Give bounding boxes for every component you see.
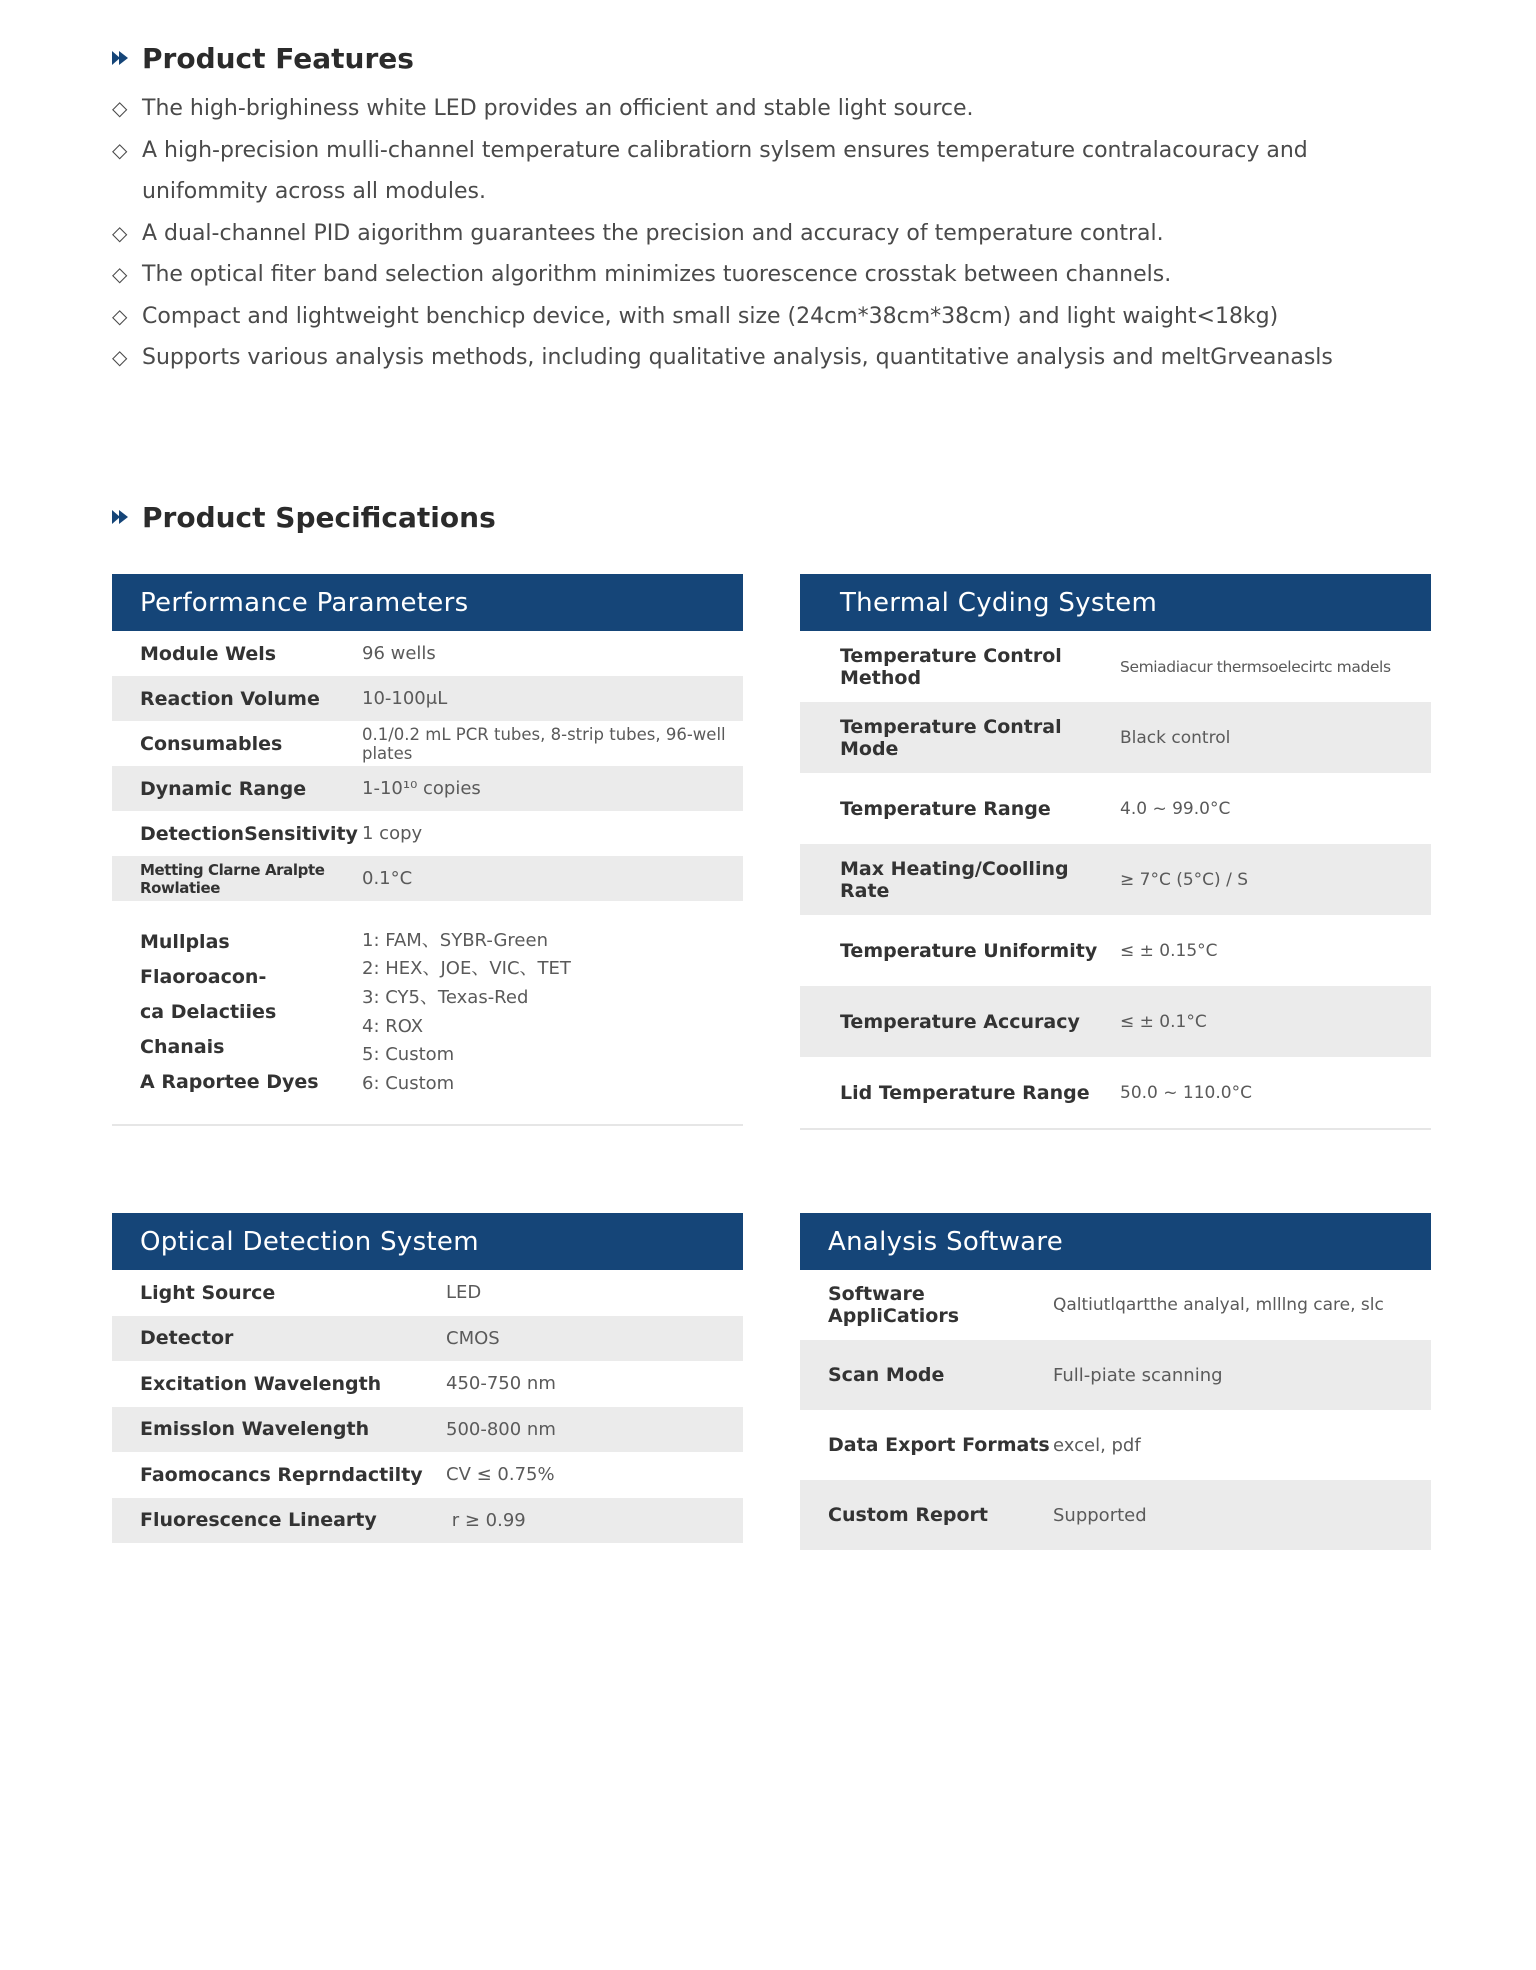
- table-row: Metting Clarne Aralpte Rowlatiee 0.1°C: [112, 856, 743, 901]
- feature-item: ◇ The optical fiter band selection algorithm minimizes tuorescence crosstak between channels.: [112, 254, 1412, 296]
- features-list: [112, 88, 1412, 379]
- software-table: [800, 1270, 1431, 1550]
- thermal-header: Thermal Cyding System: [800, 574, 1431, 631]
- software-header: Analysis Software: [800, 1213, 1431, 1270]
- diamond-icon: ◇: [112, 303, 128, 328]
- table-row: Emisslon Wavelength 500-800 nm: [112, 1407, 743, 1453]
- specs-title: Product Specifications: [142, 500, 496, 534]
- features-heading: [112, 40, 414, 76]
- feature-item: ◇ A high-precision mulli-channel temperature calibratiorn sylsem ensures temperature contralacouracy and unifommity across all modules.: [112, 130, 1412, 213]
- table-row: Temperature Accuracy ≤ ± 0.1°C: [800, 986, 1431, 1057]
- table-row: Faomocancs Reprndactilty CV ≤ 0.75%: [140, 1463, 555, 1486]
- features-title: Product Features: [142, 41, 414, 75]
- double-arrow-icon: [112, 51, 130, 65]
- performance-table: [112, 631, 743, 1124]
- diamond-icon: ◇: [112, 96, 128, 120]
- thermal-table: [800, 631, 1431, 1128]
- optical-header: Optical Detection System: [112, 1213, 743, 1270]
- performance-header: Performance Parameters: [112, 574, 743, 631]
- table-row: Consumables 0.1/0.2 mL PCR tubes, 8-strip tubes, 96-well plates: [140, 724, 726, 763]
- table-row: Reaction Volume 10-100μL: [112, 676, 743, 721]
- table-row: Excitation Wavelength 450-750 nm: [140, 1372, 556, 1395]
- diamond-icon: ◇: [112, 220, 128, 245]
- table-row: Detector CMOS: [112, 1316, 743, 1362]
- table-row: Custom Report Supported: [800, 1480, 1431, 1550]
- table-row: Software AppliCatiors Qaltiutlqartthe analyal, mlllng care, slc: [828, 1283, 1384, 1327]
- feature-item: ◇ The high-brighiness white LED provides an officient and stable light source.: [112, 88, 1412, 130]
- specs-heading: [112, 499, 496, 535]
- software-panel: [800, 1213, 1431, 1550]
- table-row: Mullplas Flaoroacon- ca Delactiies Chanais A Raportee Dyes 1: FAM、SYBR-Green 2: HEX、JOE、VIC、TET 3: CY5、Texas-Red 4: ROX 5: Custom 6: Custom: [140, 929, 571, 1094]
- table-row: Max Heating/Coolling Rate ≥ 7°C (5°C) / S: [800, 844, 1431, 915]
- table-row: Temperature Range 4.0 ~ 99.0°C: [840, 797, 1231, 820]
- table-row: Module Wels 96 wells: [140, 642, 436, 665]
- thermal-panel: [800, 574, 1431, 1130]
- table-row: Temperature Contral Mode Black control: [800, 702, 1431, 773]
- double-arrow-icon: [112, 510, 130, 524]
- diamond-icon: ◇: [112, 262, 128, 286]
- feature-item: ◇ Supports various analysis methods, including qualitative analysis, quantitative analysis and meltGrveanasls: [112, 337, 1412, 379]
- diamond-icon: ◇: [112, 137, 128, 162]
- optical-panel: [112, 1213, 743, 1543]
- performance-panel: [112, 574, 743, 1126]
- table-row: Scan Mode Full-piate scanning: [800, 1340, 1431, 1410]
- panel-divider: [112, 1124, 743, 1126]
- feature-item: ◇ Compact and lightweight benchicp device, with small size (24cm*38cm*38cm) and light waight<18kg): [112, 296, 1412, 338]
- optical-table: [112, 1270, 743, 1543]
- table-row: DetectionSensitivity 1 copy: [140, 822, 423, 845]
- feature-item: ◇ A dual-channel PID aigorithm guarantees the precision and accuracy of temperature contral.: [112, 213, 1412, 255]
- table-row: Light Source LED: [140, 1281, 482, 1304]
- table-row: Dynamic Range 1-10¹⁰ copies: [112, 766, 743, 811]
- table-row: Lid Temperature Range 50.0 ~ 110.0°C: [840, 1081, 1252, 1104]
- table-row: Fluorescence Linearty r ≥ 0.99: [112, 1498, 743, 1544]
- table-row: Temperature Uniformity ≤ ± 0.15°C: [840, 939, 1218, 962]
- panel-divider: [800, 1128, 1431, 1130]
- table-row: Data Export Formats excel, pdf: [828, 1434, 1141, 1456]
- table-row: Temperature Control Method Semiadiacur thermsoelecirtc madels: [840, 644, 1391, 689]
- diamond-icon: ◇: [112, 345, 128, 369]
